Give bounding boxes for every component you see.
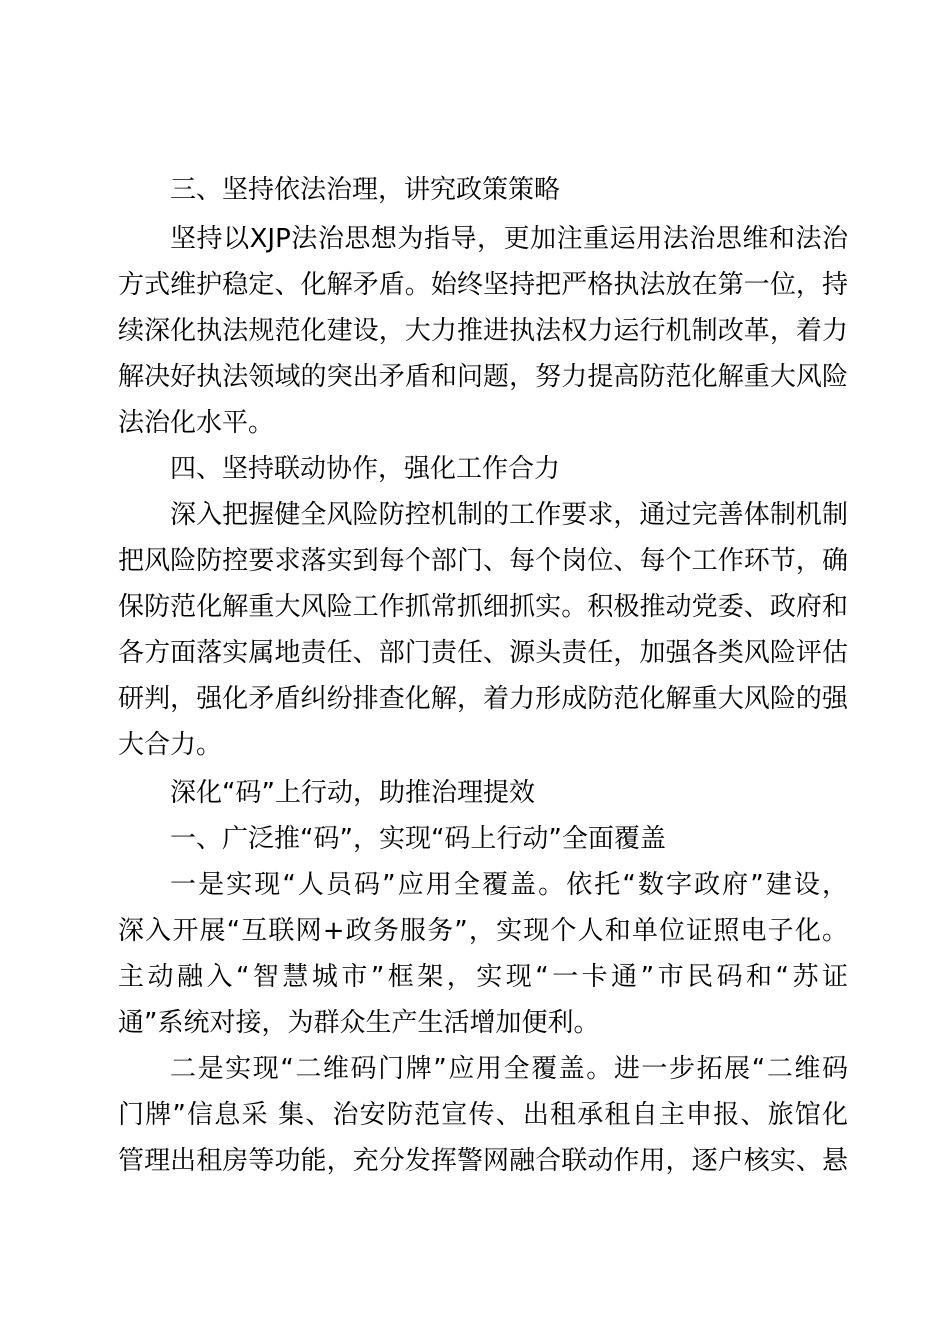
section-heading: 四、坚持联动协作，强化工作合力: [170, 454, 561, 484]
paragraph-line: 保防范化解重大风险工作抓常抓细抓实。积极推动党委、政府和: [118, 592, 848, 622]
paragraph-line: 续深化执法规范化建设，大力推进执法权力运行机制改革，着力: [118, 316, 848, 346]
paragraph-line: 大合力。: [118, 730, 223, 760]
paragraph-line: 二是实现“二维码门牌”应用全覆盖。进一步拓展“二维码: [170, 1054, 848, 1084]
paragraph-line: 把风险防控要求落实到每个部门、每个岗位、每个工作环节，确: [118, 546, 848, 576]
paragraph-line: 管理出租房等功能，充分发挥警网融合联动作用，逐户核实、悬: [118, 1146, 848, 1176]
paragraph-line: 各方面落实属地责任、部门责任、源头责任，加强各类风险评估: [118, 638, 848, 668]
paragraph-line: 深入开展“互联网+政务服务”，实现个人和单位证照电子化。: [118, 916, 848, 946]
paragraph-line: 坚持以XJP法治思想为指导，更加注重运用法治思维和法治: [170, 224, 848, 254]
paragraph-line: 一是实现“人员码”应用全覆盖。依托“数字政府”建设，: [170, 870, 848, 900]
paragraph-line: 研判，强化矛盾纠纷排查化解，着力形成防范化解重大风险的强: [118, 684, 848, 714]
paragraph-line: 深入把握健全风险防控机制的工作要求，通过完善体制机制: [170, 500, 848, 530]
paragraph-line: 通”系统对接，为群众生产生活增加便利。: [118, 1008, 600, 1038]
section-heading: 三、坚持依法治理，讲究政策策略: [170, 175, 561, 205]
paragraph-line: 方式维护稳定、化解矛盾。始终坚持把严格执法放在第一位，持: [118, 270, 848, 300]
paragraph-line: 主动融入“智慧城市”框架，实现“一卡通”市民码和“苏证: [118, 962, 848, 992]
paragraph-line: 解决好执法领域的突出矛盾和问题，努力提高防范化解重大风险: [118, 362, 848, 392]
paragraph-line: 门牌”信息采 集、治安防范宣传、出租承租自主申报、旅馆化: [118, 1100, 848, 1130]
section-heading: 一、广泛推“码”，实现“码上行动”全面覆盖: [170, 824, 666, 854]
paragraph-line: 法治化水平。: [118, 408, 275, 438]
article-title: 深化“码”上行动，助推治理提效: [170, 778, 535, 808]
